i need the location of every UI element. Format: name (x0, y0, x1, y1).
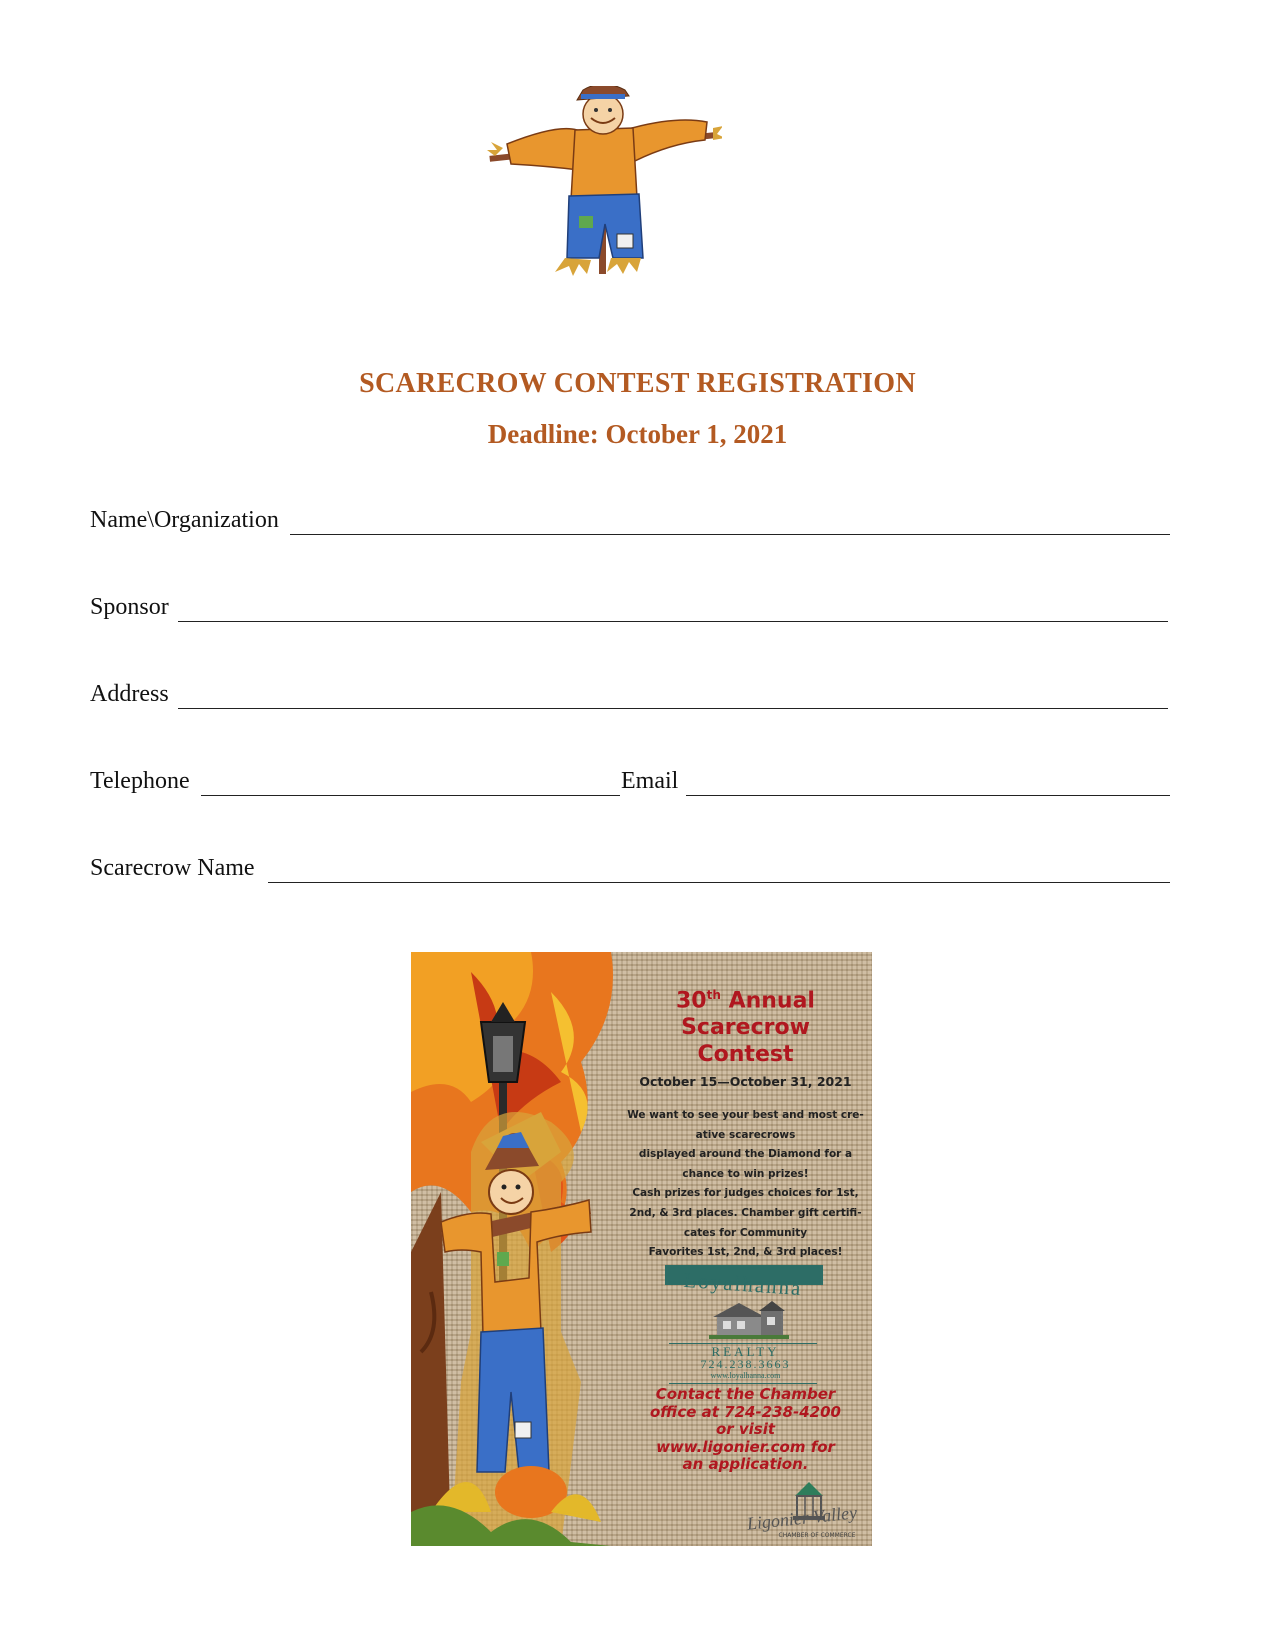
chamber-logo-sub: CHAMBER OF COMMERCE (778, 1532, 856, 1539)
poster-title-number: 30 (676, 988, 707, 1014)
sponsor-line[interactable] (178, 621, 1168, 622)
name-organization-label: Name\Organization (90, 507, 279, 533)
email-field[interactable] (621, 765, 1170, 799)
poster-contact (619, 1386, 872, 1474)
poster-title-line2: Scarecrow (681, 1015, 810, 1041)
poster-dates: October 15—October 31, 2021 (639, 1074, 852, 1089)
poster-desc-line: displayed around the Diamond for a (638, 1148, 853, 1161)
name-organization-field[interactable] (90, 504, 1170, 538)
realty-url: www.loyalhanna.com (710, 1371, 781, 1380)
realty-divider (669, 1383, 817, 1384)
poster-contact-line: www.ligonier.com for (656, 1437, 835, 1456)
poster-desc-line: Favorites 1st, 2nd, & 3rd places! (648, 1246, 843, 1259)
poster-desc-line: We want to see your best and most cre- (627, 1109, 864, 1121)
poster-title-line3: Contest (697, 1042, 794, 1068)
poster-desc-line: cates for Community (683, 1226, 808, 1239)
chamber-logo-name: Ligonier Valley (745, 1502, 858, 1534)
poster-desc-line: chance to win prizes! (682, 1167, 809, 1180)
realty-word: REALTY (711, 1344, 780, 1359)
contest-poster (411, 952, 872, 1546)
scarecrow-name-field[interactable] (90, 852, 1170, 886)
realty-phone: 724.238.3663 (700, 1357, 791, 1371)
scarecrow-name-label: Scarecrow Name (90, 855, 255, 881)
sponsor-label: Sponsor (90, 594, 169, 620)
address-field[interactable] (90, 678, 1168, 712)
scarecrow-illustration (487, 86, 722, 276)
poster-contact-line: office at 724-238-4200 (650, 1402, 841, 1421)
email-line[interactable] (686, 795, 1170, 796)
telephone-label: Telephone (90, 768, 190, 794)
poster-desc-line: Cash prizes for judges choices for 1st, (632, 1187, 859, 1200)
telephone-line[interactable] (201, 795, 620, 796)
address-label: Address (90, 681, 169, 707)
poster-title (619, 982, 872, 1068)
scarecrow-name-line[interactable] (268, 882, 1170, 883)
name-organization-line[interactable] (290, 534, 1170, 535)
poster-desc-line: ative scarecrows (695, 1128, 796, 1141)
poster-contact-line: Contact the Chamber (655, 1385, 836, 1403)
poster-title-annual: Annual (728, 988, 815, 1014)
realty-logo-name: Loyalhanna (682, 1267, 804, 1301)
telephone-field[interactable] (90, 765, 620, 799)
deadline-text: Deadline: October 1, 2021 (487, 419, 788, 449)
poster-description (619, 1106, 872, 1263)
poster-contact-line: or visit (715, 1420, 776, 1439)
email-label: Email (621, 768, 679, 794)
house-icon (709, 1297, 789, 1339)
page-title: SCARECROW CONTEST REGISTRATION (359, 368, 916, 399)
poster-contact-line: an application. (682, 1455, 809, 1474)
poster-desc-line: 2nd, & 3rd places. Chamber gift certifi- (629, 1206, 862, 1219)
poster-title-suffix: th (706, 988, 721, 1002)
address-line[interactable] (178, 708, 1168, 709)
sponsor-field[interactable] (90, 591, 1168, 625)
autumn-scene-illustration (411, 952, 626, 1546)
